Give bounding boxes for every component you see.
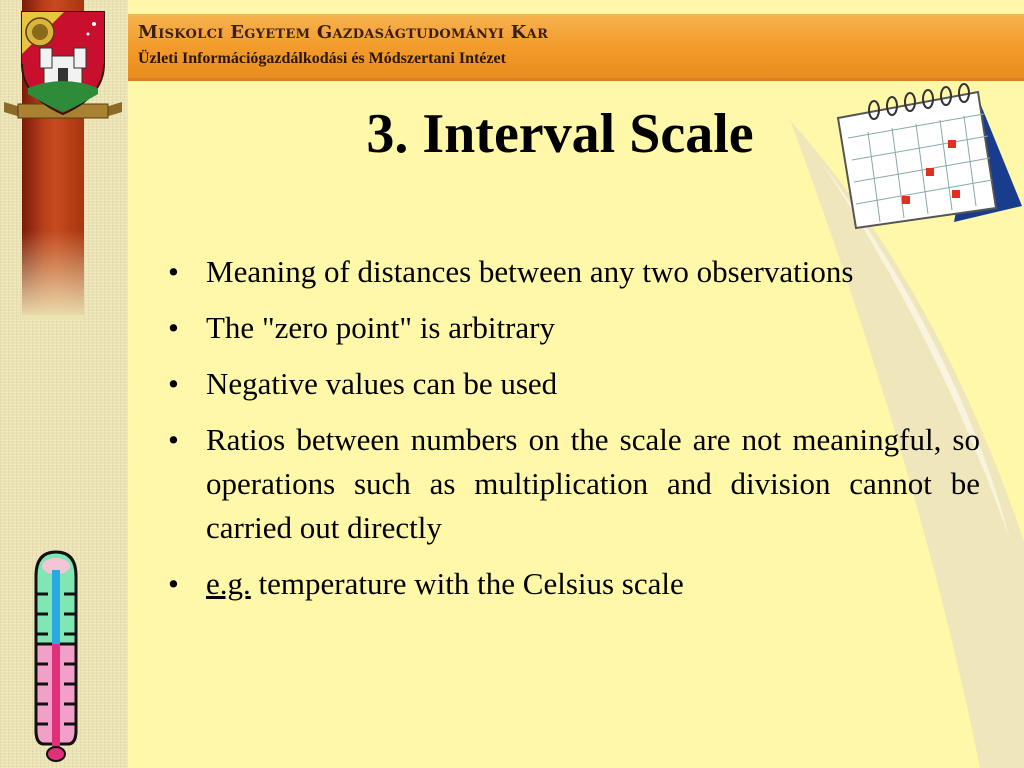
bullet-marker: • xyxy=(168,566,179,601)
slide-title: 3. Interval Scale xyxy=(366,103,754,165)
bullet-text: temperature with the Celsius scale xyxy=(250,566,684,601)
bullet-item xyxy=(168,306,980,350)
bullet-text: Ratios between numbers on the scale are not meaningful, so operations such as multiplication and division cannot be carried out directly xyxy=(206,422,980,545)
university-crest-icon xyxy=(4,4,122,134)
bullet-marker: • xyxy=(168,366,179,401)
bullet-item xyxy=(168,250,980,294)
bullet-list xyxy=(168,250,980,618)
bullet-item xyxy=(168,362,980,406)
header-institution: Miskolci Egyetem Gazdaságtudományi Kar xyxy=(138,22,549,43)
calendar-icon xyxy=(828,78,1022,238)
header-department: Üzleti Információgazdálkodási és Módszertani Intézet xyxy=(138,50,506,67)
bullet-item xyxy=(168,562,980,606)
bullet-text: Meaning of distances between any two observations xyxy=(206,254,854,289)
bullet-marker: • xyxy=(168,422,179,457)
bullet-text: The "zero point" is arbitrary xyxy=(206,310,555,345)
bullet-item xyxy=(168,418,980,550)
bullet-marker: • xyxy=(168,310,179,345)
bullet-text: Negative values can be used xyxy=(206,366,558,401)
crest-ribbon-fade xyxy=(22,230,84,320)
thermometer-icon xyxy=(28,548,84,763)
bullet-marker: • xyxy=(168,254,179,289)
example-link[interactable]: e.g. xyxy=(206,566,251,601)
